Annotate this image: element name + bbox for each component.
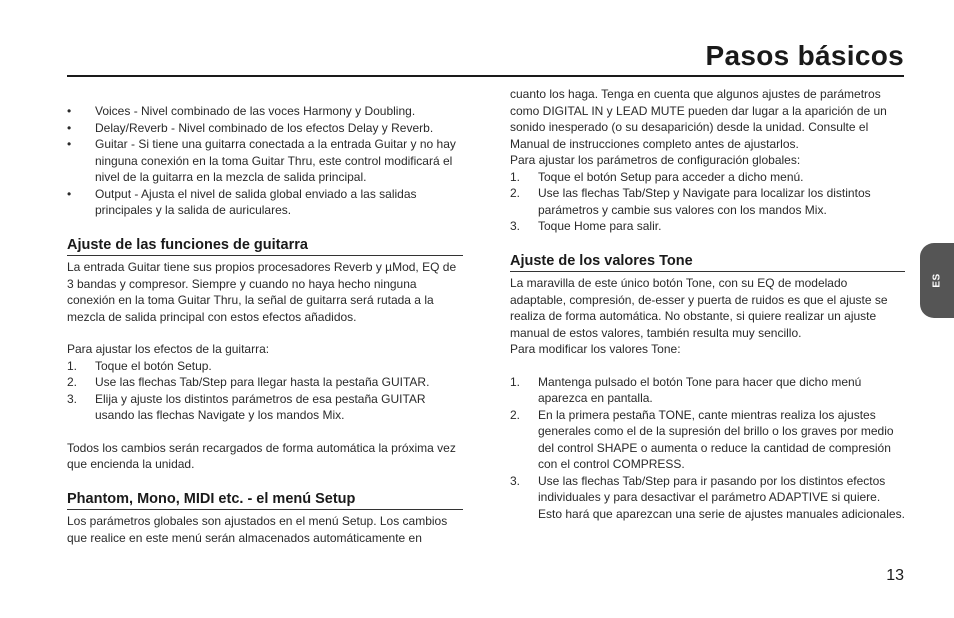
step-item bbox=[67, 374, 463, 391]
global-steps-lead: Para ajustar los parámetros de configuración globales: bbox=[510, 153, 801, 167]
guitar-section-heading: Ajuste de las funciones de guitarra bbox=[67, 237, 463, 257]
step-item bbox=[510, 169, 905, 186]
guitar-steps-list bbox=[67, 358, 463, 424]
step-number: 1. bbox=[510, 169, 521, 184]
language-tab bbox=[920, 243, 954, 318]
bullet-item bbox=[67, 186, 463, 219]
setup-section-intro: Los parámetros globales son ajustados en el menú Setup. Los cambios que realice en este menú serán almacenados automáticamente en bbox=[67, 514, 448, 545]
bullet-text: Guitar - Si tiene una guitarra conectada a la entrada Guitar y no hay ninguna conexión en la toma Guitar Thru, este control modificará el nivel de la guitarra en la mezcla de salida principal. bbox=[95, 137, 456, 184]
tone-steps-list bbox=[510, 374, 905, 523]
bullet-item bbox=[67, 136, 463, 186]
tone-steps-lead: Para modificar los valores Tone: bbox=[510, 342, 681, 356]
bullet-mark: • bbox=[67, 186, 72, 201]
step-number: 2. bbox=[67, 375, 78, 389]
step-item bbox=[510, 374, 905, 407]
left-column bbox=[67, 103, 463, 546]
page-number: 13 bbox=[886, 567, 904, 584]
guitar-section-closing: Todos los cambios serán recargados de forma automática la próxima vez que encienda la unidad. bbox=[67, 440, 456, 471]
title-divider bbox=[67, 75, 904, 77]
setup-section-heading: Phantom, Mono, MIDI etc. - el menú Setup bbox=[67, 491, 463, 511]
step-item bbox=[510, 218, 905, 235]
tone-section-heading: Ajuste de los valores Tone bbox=[510, 253, 905, 273]
language-tab-label: ES bbox=[931, 273, 943, 288]
step-item bbox=[510, 473, 905, 523]
step-text: Use las flechas Tab/Step y Navigate para localizar los distintos parámetros y cambie sus valores con los mandos Mix. bbox=[538, 186, 871, 217]
step-number: 2. bbox=[510, 407, 521, 422]
bullet-mark: • bbox=[67, 120, 72, 135]
step-number: 3. bbox=[67, 391, 78, 406]
bullet-text: Delay/Reverb - Nivel combinado de los efectos Delay y Reverb. bbox=[95, 120, 434, 135]
global-steps-list bbox=[510, 169, 905, 235]
bullet-item bbox=[67, 103, 463, 120]
step-text: Toque el botón Setup. bbox=[95, 358, 212, 373]
bullet-mark: • bbox=[67, 137, 72, 151]
step-number: 3. bbox=[510, 473, 521, 488]
tone-section-intro: La maravilla de este único botón Tone, con su EQ de modelado adaptable, compresión, de-esser y puerta de ruidos es que el ajuste se realiza de forma automática. No obstante, si quiere realizar un ajuste manual de estos valores, también resulta muy sencillo. bbox=[510, 276, 888, 340]
step-number: 1. bbox=[510, 374, 521, 389]
step-item bbox=[510, 407, 905, 473]
step-number: 1. bbox=[67, 358, 78, 373]
step-text: Elija y ajuste los distintos parámetros de esa pestaña GUITAR usando las flechas Navigate y los mandos Mix. bbox=[95, 391, 426, 422]
bullet-mark: • bbox=[67, 104, 72, 118]
step-text: Toque el botón Setup para acceder a dicho menú. bbox=[538, 169, 804, 184]
setup-section-continuation: cuanto los haga. Tenga en cuenta que algunos ajustes de parámetros como DIGITAL IN y LEAD MUTE pueden dar lugar a la aparición de un sonido inesperado (o su desaparición) desde la unidad. Consulte el Manual de instrucciones completo antes de ajustarlos. bbox=[510, 87, 887, 151]
step-text: Use las flechas Tab/Step para ir pasando por los distintos efectos individuales y para desactivar el parámetro ADAPTIVE si quiere. Esto hará que aparezcan una serie de ajustes manuales adicionales. bbox=[538, 473, 905, 521]
step-item bbox=[67, 391, 463, 424]
step-text: Mantenga pulsado el botón Tone para hacer que dicho menú aparezca en pantalla. bbox=[538, 374, 862, 405]
page-title: Pasos básicos bbox=[705, 40, 904, 71]
right-column bbox=[510, 86, 905, 522]
step-item bbox=[67, 358, 463, 375]
guitar-steps-lead: Para ajustar los efectos de la guitarra: bbox=[67, 342, 270, 356]
guitar-section-intro: La entrada Guitar tiene sus propios procesadores Reverb y µMod, EQ de 3 bandas y compresor. Siempre y cuando no haya hecho ninguna conexión en la toma Guitar Thru, la señal de guitarra será rutada a la mezcla de salida principal con estos efectos añadidos. bbox=[67, 260, 457, 324]
bullet-item bbox=[67, 120, 463, 137]
step-text: Use las flechas Tab/Step para llegar hasta la pestaña GUITAR. bbox=[95, 375, 430, 389]
step-item bbox=[510, 185, 905, 218]
step-text: En la primera pestaña TONE, cante mientras realiza los ajustes generales como el de la supresión del brillo o los graves por medio del control SHAPE o aumenta o reduce la cantidad de compresión con el control COMPRESS. bbox=[538, 407, 894, 471]
step-number: 3. bbox=[510, 219, 521, 233]
step-number: 2. bbox=[510, 186, 521, 200]
level-bullet-list bbox=[67, 103, 463, 219]
step-text: Toque Home para salir. bbox=[538, 219, 662, 233]
bullet-text: Voices - Nivel combinado de las voces Harmony y Doubling. bbox=[95, 104, 416, 118]
bullet-text: Output - Ajusta el nivel de salida global enviado a las salidas principales y la salida de auriculares. bbox=[95, 186, 417, 217]
